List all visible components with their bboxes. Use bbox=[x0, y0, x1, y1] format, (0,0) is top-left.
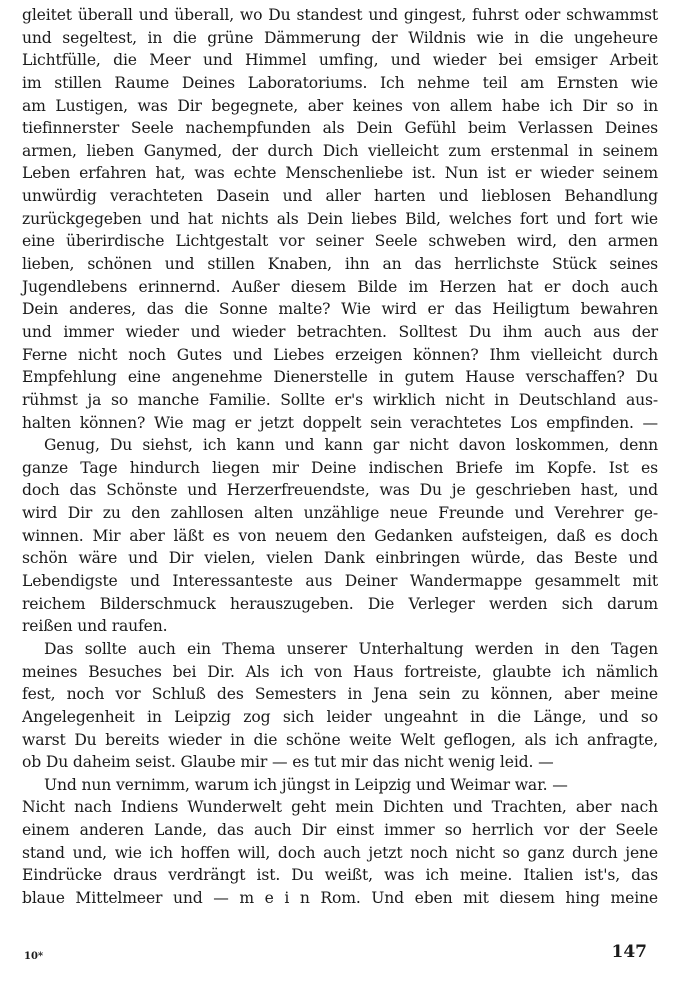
text-line: Angelegenheit in Leipzig zog sich leider ungeahnt in die Länge, und so bbox=[22, 707, 658, 726]
text-line: blaue Mittelmeer und — m e i n Rom. Und eben mit diesem hing meine bbox=[22, 888, 658, 907]
signature-mark: 10* bbox=[24, 951, 44, 962]
text-line: zurückgegeben und hat nichts als Dein liebes Bild, welches fort und fort wie bbox=[22, 209, 658, 228]
body-text bbox=[22, 4, 658, 910]
text-line: schön wäre und Dir vielen, vielen Dank einbringen würde, das Beste und bbox=[22, 549, 658, 568]
text-line: reichem Bilderschmuck herauszugeben. Die Verleger werden sich darum bbox=[22, 594, 658, 613]
text-line: fest, noch vor Schluß des Semesters in Jena sein zu können, aber meine bbox=[22, 685, 658, 704]
text-line: wird Dir zu den zahllosen alten unzählige neue Freunde und Verehrer ge- bbox=[22, 504, 658, 523]
text-line: Und nun vernimm, warum ich jüngst in Leipzig und Weimar war. — bbox=[44, 775, 568, 794]
text-line: halten können? Wie mag er jetzt doppelt sein verachtetes Los empfinden. — bbox=[22, 413, 658, 432]
text-line: meines Besuches bei Dir. Als ich von Haus fortreiste, glaubte ich nämlich bbox=[22, 662, 658, 681]
text-line: Empfehlung eine angenehme Dienerstelle in gutem Hause verschaffen? Du bbox=[22, 368, 658, 387]
text-line: Ferne nicht noch Gutes und Liebes erzeigen können? Ihm vielleicht durch bbox=[22, 345, 658, 364]
text-line: Nicht nach Indiens Wunderwelt geht mein Dichten und Trachten, aber nach bbox=[22, 798, 658, 817]
text-line: Dein anderes, das die Sonne malte? Wie wird er das Heiligtum bewahren bbox=[22, 300, 658, 319]
text-line: ob Du daheim seist. Glaube mir — es tut mir das nicht wenig leid. — bbox=[22, 753, 554, 772]
text-line: im stillen Raume Deines Laboratoriums. Ich nehme teil am Ernsten wie bbox=[22, 73, 658, 92]
text-line: tiefinnerster Seele nachempfunden als Dein Gefühl beim Verlassen Deines bbox=[22, 119, 658, 138]
text-line: und segeltest, in die grüne Dämmerung der Wildnis wie in die ungeheure bbox=[22, 28, 658, 47]
text-line: Eindrücke draus verdrängt ist. Du weißt, was ich meine. Italien ist's, das bbox=[22, 866, 658, 885]
text-line: stand und, wie ich hoffen will, doch auch jetzt noch nicht so ganz durch jene bbox=[22, 843, 658, 862]
text-line: Genug, Du siehst, ich kann und kann gar nicht davon loskommen, denn bbox=[44, 436, 658, 455]
text-line: einem anderen Lande, das auch Dir einst immer so herrlich vor der Seele bbox=[22, 821, 658, 840]
text-line: warst Du bereits wieder in die schöne weite Welt geflogen, als ich anfragte, bbox=[22, 730, 658, 749]
text-line: am Lustigen, was Dir begegnete, aber keines von allem habe ich Dir so in bbox=[22, 96, 658, 115]
text-line: ganze Tage hindurch liegen mir Deine indischen Briefe im Kopfe. Ist es bbox=[22, 458, 658, 477]
text-line: Jugendlebens erinnernd. Außer diesem Bilde im Herzen hat er doch auch bbox=[22, 277, 658, 296]
text-line: unwürdig verachteten Dasein und aller harten und lieblosen Behandlung bbox=[22, 187, 658, 206]
text-line: eine überirdische Lichtgestalt vor seiner Seele schweben wird, den armen bbox=[22, 232, 658, 251]
text-line: armen, lieben Ganymed, der durch Dich vielleicht zum erstenmal in seinem bbox=[22, 141, 658, 160]
page-number: 147 bbox=[611, 942, 647, 962]
text-line: gleitet überall und überall, wo Du standest und gingest, fuhrst oder schwammst bbox=[22, 6, 658, 24]
text-line: Lebendigste und Interessanteste aus Deiner Wandermappe gesammelt mit bbox=[22, 572, 658, 591]
text-line: und immer wieder und wieder betrachten. Solltest Du ihm auch aus der bbox=[22, 322, 658, 341]
text-line: Das sollte auch ein Thema unserer Unterhaltung werden in den Tagen bbox=[44, 639, 658, 658]
text-line: winnen. Mir aber läßt es von neuem den Gedanken aufsteigen, daß es doch bbox=[22, 526, 658, 545]
text-line: doch das Schönste und Herzerfreuendste, was Du je geschrieben hast, und bbox=[22, 481, 658, 500]
text-line: lieben, schönen und stillen Knaben, ihn an das herrlichste Stück seines bbox=[22, 255, 658, 274]
text-line: Lichtfülle, die Meer und Himmel umfing, und wieder bei emsiger Arbeit bbox=[22, 51, 658, 70]
text-line: reißen und raufen. bbox=[22, 617, 168, 636]
text-line: rühmst ja so manche Familie. Sollte er's wirklich nicht in Deutschland aus- bbox=[22, 390, 658, 409]
text-line: Leben erfahren hat, was echte Menschenliebe ist. Nun ist er wieder seinem bbox=[22, 164, 658, 183]
